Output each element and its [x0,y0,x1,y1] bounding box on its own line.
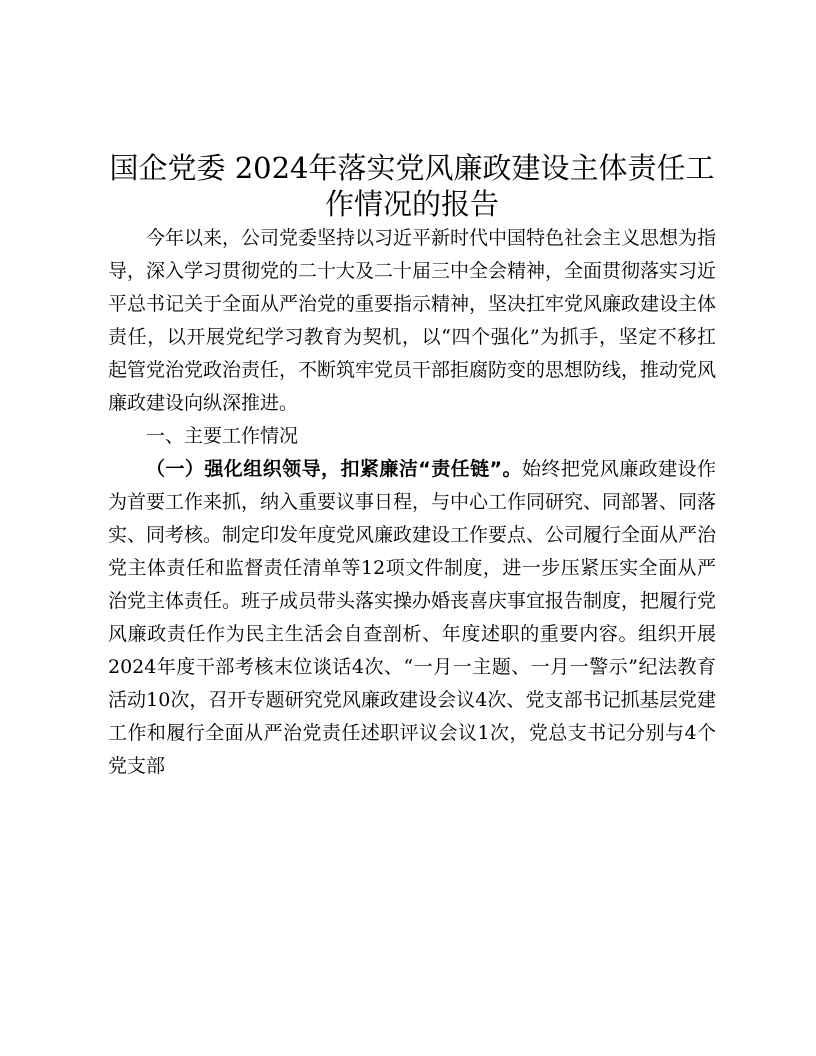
section-heading: 一、主要工作情况 [146,425,299,447]
document-title [108,150,716,222]
document-page [108,150,716,783]
document-title-line1: 国企党委 2024年落实党风廉政建设主体责任工 [109,151,715,185]
intro-paragraph: 今年以来，公司党委坚持以习近平新时代中国特色社会主义思想为指导，深入学习贯彻党的二十大及二十届三中全会精神，全面贯彻落实习近平总书记关于全面从严治党的重要指示精神，坚决扛牢党风廉政建设主体责任，以开展党纪学习教育为契机，以“四个强化”为抓手，坚定不移扛起管党治党政治责任，不断筑牢党员干部拒腐防变的思想防线，推动党风廉政建设向纵深推进。 [108,227,717,414]
item-paragraph [108,453,716,783]
item-lead: （一）强化组织领导，扣紧廉洁“责任链”。 [146,458,522,480]
document-title-line2: 作情况的报告 [324,187,499,221]
item-body: 始终把党风廉政建设作为首要工作来抓，纳入重要议事日程，与中心工作同研究、同部署、同落实、同考核。制定印发年度党风廉政建设工作要点、公司履行全面从严治党主体责任和监督责任清单等12项文件制度，进一步压紧压实全面从严治党主体责任。班子成员带头落实操办婚丧喜庆事宜报告制度，把履行党风廉政责任作为民主生活会自查剖析、年度述职的重要内容。组织开展2024年度干部考核末位谈话4次、“一月一主题、一月一警示”纪法教育活动10次，召开专题研究党风廉政建设会议4次、党支部书记抓基层党建工作和履行全面从严治党责任述职评议会议1次，党总支书记分别与4个党支部 [108,458,717,777]
